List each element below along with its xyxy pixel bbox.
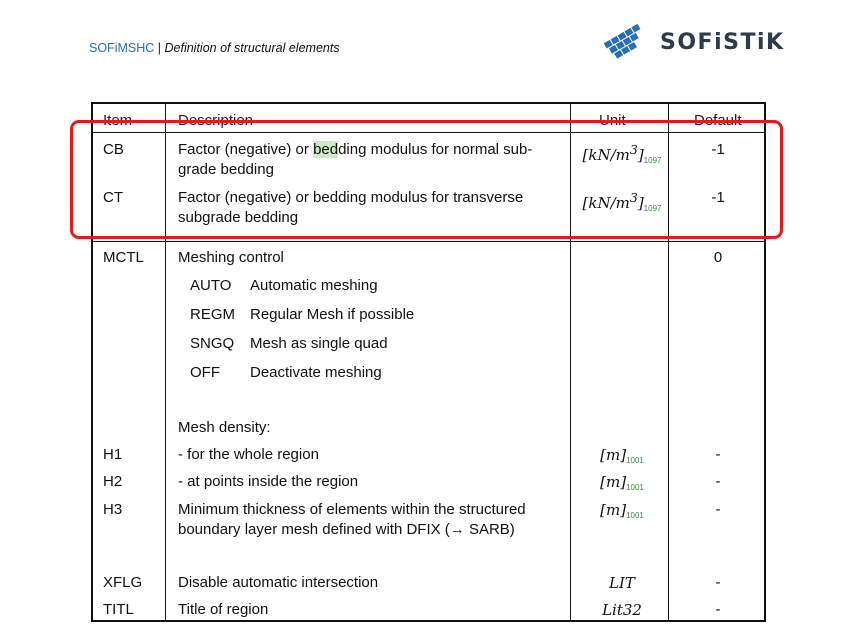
option-off: [190, 363, 382, 383]
mesh-density-label: Mesh density:: [178, 419, 271, 436]
annotation-highlight-box: [70, 120, 783, 239]
default-mctl: 0: [713, 249, 723, 266]
item-cb: CB: [103, 141, 124, 158]
row-divider: [93, 241, 764, 242]
unit-exponent: 3: [629, 190, 638, 205]
default-h1: -: [715, 446, 721, 463]
option-text: Regular Mesh if possible: [250, 306, 415, 323]
item-titl: TITL: [103, 601, 134, 618]
desc-text: ding modulus for normal sub-: [338, 141, 533, 158]
item-h1: H1: [103, 446, 123, 463]
unit-text: [kN/m: [582, 146, 630, 164]
option-text: Deactivate meshing: [250, 364, 382, 381]
unit-h2: [575, 472, 669, 498]
sofistik-logo-icon: [598, 23, 654, 61]
column-header-item: Item: [103, 112, 133, 129]
default-titl: -: [715, 601, 721, 618]
desc-text: grade bedding: [178, 161, 274, 178]
column-header-unit: Unit: [599, 112, 626, 129]
unit-reference: 1001: [626, 456, 644, 465]
desc-text: Factor (negative) or bedding modulus for transverse: [178, 189, 524, 206]
item-mctl: MCTL: [103, 249, 144, 266]
item-h3: H3: [103, 501, 123, 518]
unit-titl: Lit32: [602, 601, 642, 619]
search-highlight: bed: [313, 141, 339, 158]
unit-xflg: LIT: [609, 574, 635, 592]
unit-text: [m]: [600, 446, 627, 464]
desc-text: subgrade bedding: [178, 209, 299, 226]
item-h2: H2: [103, 473, 123, 490]
column-header-default: Default: [694, 112, 742, 129]
description-xflg: Disable automatic intersection: [178, 574, 379, 591]
desc-text: Minimum thickness of elements within the structured: [178, 501, 526, 518]
item-xflg: XFLG: [103, 574, 143, 591]
unit-exponent: 3: [629, 142, 638, 157]
option-code: AUTO: [190, 277, 232, 294]
default-h2: -: [715, 473, 721, 490]
option-code: SNGQ: [190, 335, 235, 352]
column-header-description: Description: [178, 112, 254, 129]
unit-text: ]: [637, 194, 644, 212]
default-ct: -1: [711, 189, 725, 206]
desc-text: boundary layer mesh defined with DFIX (→ SARB): [178, 521, 515, 538]
page-header: [89, 41, 340, 55]
unit-text: [kN/m: [582, 194, 630, 212]
unit-reference: 1097: [643, 204, 662, 213]
option-code: OFF: [190, 364, 220, 381]
unit-reference: 1001: [626, 511, 644, 520]
option-code: REGM: [190, 306, 235, 323]
unit-text: [m]: [600, 501, 627, 519]
option-auto: [190, 276, 378, 296]
page-subtitle: Definition of structural elements: [164, 41, 340, 55]
description-h2: - at points inside the region: [178, 473, 359, 490]
unit-text: [m]: [600, 473, 627, 491]
option-sngq: [190, 334, 388, 354]
description-titl: Title of region: [178, 601, 269, 618]
product-name: SOFiMSHC: [89, 41, 155, 55]
default-xflg: -: [715, 574, 721, 591]
default-cb: -1: [711, 141, 725, 158]
header-separator: |: [157, 41, 162, 55]
unit-reference: 1001: [626, 483, 644, 492]
desc-text: Factor (negative) or: [178, 141, 314, 158]
description-h1: - for the whole region: [178, 446, 319, 463]
item-ct: CT: [103, 189, 123, 206]
logo-text: SOFiSTiK: [660, 29, 785, 55]
default-h3: -: [715, 501, 721, 518]
option-text: Mesh as single quad: [250, 335, 388, 352]
unit-h1: [575, 445, 669, 471]
description-mctl: Meshing control: [178, 249, 284, 266]
unit-h3: [575, 500, 669, 526]
unit-text: ]: [637, 146, 644, 164]
unit-reference: 1097: [643, 156, 662, 165]
option-text: Automatic meshing: [250, 277, 378, 294]
option-regm: [190, 305, 414, 325]
description-h3: [178, 500, 573, 540]
company-logo: [598, 22, 785, 62]
